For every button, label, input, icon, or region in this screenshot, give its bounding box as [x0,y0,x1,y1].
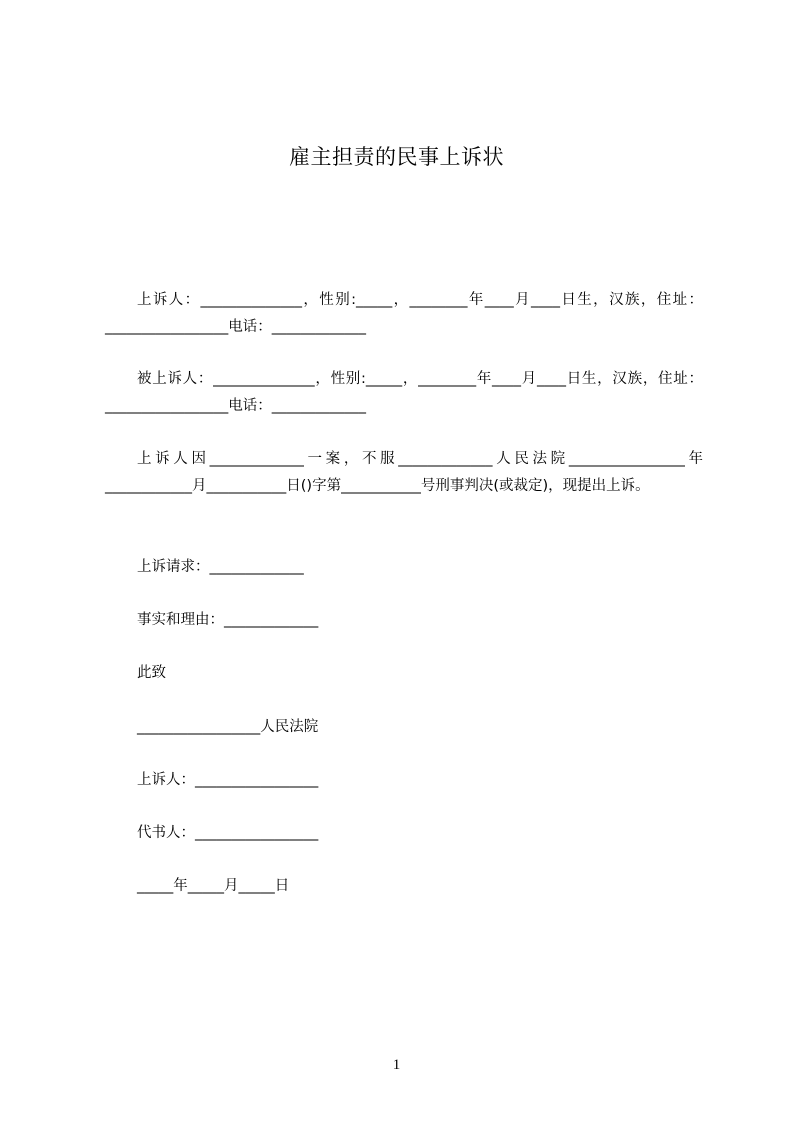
appellant-info-paragraph: 上诉人：______________，性别:_____，________年____月____日生，汉族，住址：_________________电话：_____________ [105,292,703,335]
facts-reasons-line: 事实和理由：_____________ [137,612,319,628]
signature-appellant-line: 上诉人：_________________ [137,772,319,788]
appellee-info-paragraph: 被上诉人：______________，性别:_____，________年____月____日生，汉族，住址：_________________电话：_____________ [105,371,703,414]
case-description-paragraph: 上诉人因_____________一案，不服_____________人民法院________________年____________月___________日()字第___________号刑事判决(或裁定)，现提出上诉。 [105,451,703,494]
page-number: 1 [392,1057,401,1073]
date-line: _____年_____月_____日 [137,878,290,894]
document-title: 雇主担责的民事上诉状 [289,145,504,169]
appeal-request-line: 上诉请求：_____________ [137,559,304,575]
court-line: _________________人民法院 [137,719,319,735]
salutation-line: 此致 [137,665,166,681]
signature-scribe-line: 代书人：_________________ [137,825,319,841]
